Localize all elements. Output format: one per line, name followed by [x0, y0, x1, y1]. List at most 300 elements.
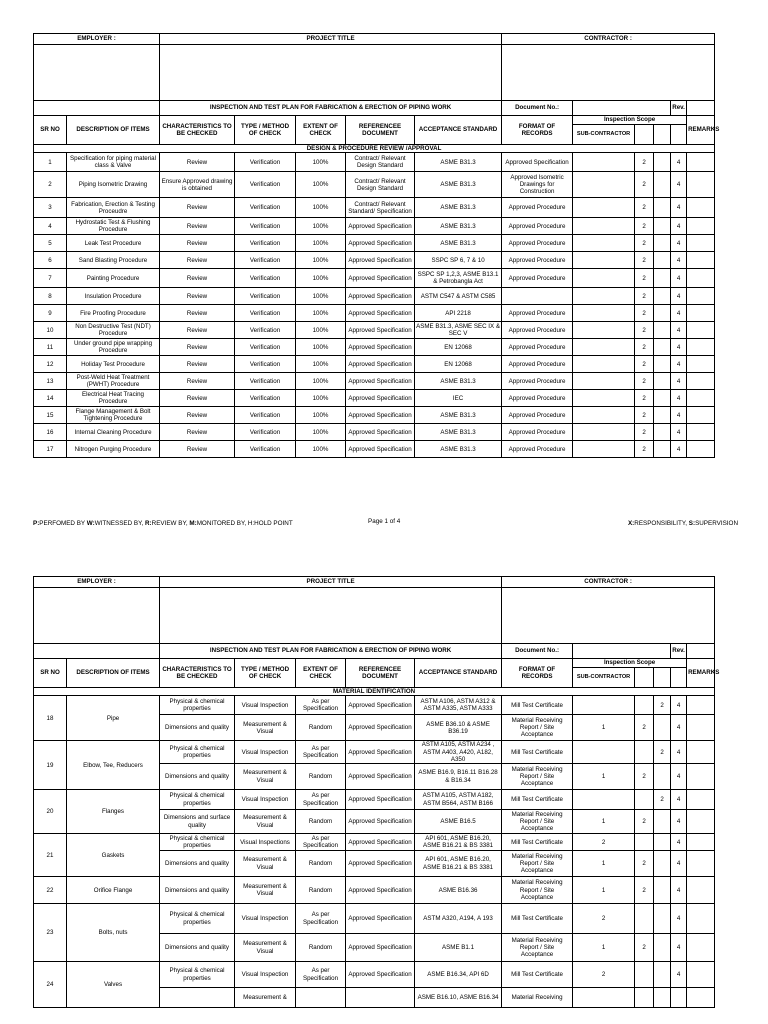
document-no-label: Document No.: — [502, 644, 573, 659]
extent-cell: As per Specification — [296, 696, 346, 715]
characteristics-cell: Dimensions and quality — [160, 877, 235, 904]
type-method-cell: Measurement & Visual — [235, 764, 296, 790]
employer-label: EMPLOYER : — [34, 34, 160, 45]
type-method-cell: Verification — [235, 373, 296, 390]
document-no-value — [573, 644, 671, 659]
remarks-cell — [687, 218, 715, 235]
scope-cell: 4 — [671, 235, 687, 252]
scope-cell: 4 — [671, 407, 687, 424]
scope-sub-contractor-cell — [573, 172, 635, 198]
table-row — [34, 441, 715, 458]
type-method-cell: Verification — [235, 424, 296, 441]
scope-sub-contractor-cell: 1 — [573, 715, 635, 741]
scope-sub-contractor-cell — [573, 198, 635, 218]
description-cell: Insulation Procedure — [67, 288, 160, 305]
scope-cell: 2 — [635, 356, 654, 373]
characteristics-cell: Review — [160, 390, 235, 407]
reference-cell: Approved Specification — [346, 373, 415, 390]
plan-title: INSPECTION AND TEST PLAN FOR FABRICATION & ERECTION OF PIPING WORK — [160, 101, 502, 116]
scope-cell — [654, 235, 671, 252]
sr-no-cell: 22 — [34, 877, 67, 904]
scope-cell: 2 — [635, 269, 654, 288]
reference-cell: Approved Specification — [346, 877, 415, 904]
remarks-cell — [687, 764, 715, 790]
table-row — [34, 741, 715, 764]
type-method-cell: Verification — [235, 172, 296, 198]
characteristics-cell: Physical & chemical properties — [160, 962, 235, 988]
contractor-box — [502, 45, 715, 101]
characteristics-cell: Review — [160, 373, 235, 390]
type-method-cell: Verification — [235, 441, 296, 458]
acceptance-cell: ASTM A105, ASTM A234 , ASTM A403, A420, A182, A350 — [415, 741, 502, 764]
extent-cell: 100% — [296, 269, 346, 288]
description-cell: Gaskets — [67, 834, 160, 877]
sr-no-cell: 2 — [34, 172, 67, 198]
remarks-cell — [687, 790, 715, 810]
characteristics-cell: Review — [160, 218, 235, 235]
reference-cell: Approved Specification — [346, 696, 415, 715]
remarks-cell — [687, 834, 715, 851]
remarks-cell — [687, 269, 715, 288]
description-cell: Valves — [67, 962, 160, 1008]
table-row — [34, 153, 715, 172]
scope-cell — [654, 252, 671, 269]
scope-cell: 4 — [671, 390, 687, 407]
scope-cell — [654, 322, 671, 339]
scope-sub-contractor-cell — [573, 218, 635, 235]
reference-cell: Approved Specification — [346, 441, 415, 458]
scope-sub-contractor-cell — [573, 269, 635, 288]
scope-sub-contractor-cell: 2 — [573, 834, 635, 851]
rev-label: Rev. — [671, 644, 687, 659]
table-row — [34, 904, 715, 934]
extent-cell: As per Specification — [296, 962, 346, 988]
characteristics-cell: Dimensions and quality — [160, 851, 235, 877]
scope-cell — [654, 153, 671, 172]
document-no-value — [573, 101, 671, 116]
type-method-cell: Visual Inspection — [235, 741, 296, 764]
scope-cell: 4 — [671, 424, 687, 441]
sr-no-cell: 3 — [34, 198, 67, 218]
reference-cell: Approved Specification — [346, 764, 415, 790]
reference-cell: Approved Specification — [346, 934, 415, 962]
type-method-cell: Verification — [235, 153, 296, 172]
characteristics-cell: Review — [160, 252, 235, 269]
table-row — [34, 373, 715, 390]
sr-no-cell: 15 — [34, 407, 67, 424]
characteristics-cell: Review — [160, 441, 235, 458]
remarks-cell — [687, 373, 715, 390]
sr-no-cell: 4 — [34, 218, 67, 235]
type-method-cell: Verification — [235, 339, 296, 356]
col-description: DESCRIPTION OF ITEMS — [67, 659, 160, 688]
remarks-cell — [687, 441, 715, 458]
format-cell: Approved Isometric Drawings for Construction — [502, 172, 573, 198]
scope-sub-contractor-cell — [573, 424, 635, 441]
reference-cell: Approved Specification — [346, 288, 415, 305]
format-cell: Mill Test Certificate — [502, 790, 573, 810]
itp-table-1 — [33, 33, 720, 458]
extent-cell: Random — [296, 934, 346, 962]
description-cell: Flange Management & Bolt Tightening Procedure — [67, 407, 160, 424]
sr-no-cell: 5 — [34, 235, 67, 252]
scope-cell: 4 — [671, 305, 687, 322]
format-cell: Approved Procedure — [502, 373, 573, 390]
scope-sub-contractor-cell — [573, 441, 635, 458]
table-row — [34, 390, 715, 407]
sr-no-cell: 9 — [34, 305, 67, 322]
description-cell: Elbow, Tee, Reducers — [67, 741, 160, 790]
reference-cell: Approved Specification — [346, 252, 415, 269]
extent-cell: 100% — [296, 252, 346, 269]
description-cell: Pipe — [67, 696, 160, 741]
scope-sub-contractor-cell — [573, 790, 635, 810]
characteristics-cell: Physical & chemical properties — [160, 696, 235, 715]
scope-sub-contractor-cell — [573, 339, 635, 356]
reference-cell: Approved Specification — [346, 962, 415, 988]
remarks-cell — [687, 741, 715, 764]
format-cell: Approved Procedure — [502, 322, 573, 339]
type-method-cell: Verification — [235, 269, 296, 288]
scope-cell — [635, 904, 654, 934]
remarks-cell — [687, 198, 715, 218]
acceptance-cell: SSPC SP 1,2,3, ASME B13.1 & Petrobangla Act — [415, 269, 502, 288]
table-row — [34, 172, 715, 198]
employer-box — [34, 588, 160, 644]
scope-cell — [654, 715, 671, 741]
scope-cell — [635, 790, 654, 810]
table-row — [34, 696, 715, 715]
scope-cell — [654, 373, 671, 390]
table-row — [34, 424, 715, 441]
characteristics-cell: Dimensions and surface quality — [160, 810, 235, 834]
format-cell: Approved Specification — [502, 153, 573, 172]
scope-cell: 2 — [635, 424, 654, 441]
extent-cell: As per Specification — [296, 741, 346, 764]
format-cell: Approved Procedure — [502, 339, 573, 356]
extent-cell: 100% — [296, 172, 346, 198]
extent-cell: 100% — [296, 153, 346, 172]
sr-no-cell: 12 — [34, 356, 67, 373]
acceptance-cell: ASTM A105, ASTM A182, ASTM B564, ASTM B166 — [415, 790, 502, 810]
description-cell: Post-Weld Heat Treatment (PWHT) Procedure — [67, 373, 160, 390]
characteristics-cell: Ensure Approved drawing is obtained — [160, 172, 235, 198]
remarks-cell — [687, 851, 715, 877]
acceptance-cell: ASTM C547 & ASTM C585 — [415, 288, 502, 305]
col-characteristics: CHARACTERISTICS TO BE CHECKED — [160, 116, 235, 145]
scope-cell: 4 — [671, 322, 687, 339]
scope-cell — [654, 934, 671, 962]
scope-cell: 2 — [635, 305, 654, 322]
rev-value — [687, 101, 715, 116]
extent-cell: 100% — [296, 218, 346, 235]
extent-cell: As per Specification — [296, 904, 346, 934]
type-method-cell: Visual Inspections — [235, 834, 296, 851]
scope-cell: 4 — [671, 288, 687, 305]
scope-cell — [635, 962, 654, 988]
scope-cell: 4 — [671, 851, 687, 877]
extent-cell: Random — [296, 764, 346, 790]
type-method-cell: Visual Inspection — [235, 696, 296, 715]
acceptance-cell: ASME B31.3 — [415, 153, 502, 172]
acceptance-cell: ASME B36.10 & ASME B36.19 — [415, 715, 502, 741]
type-method-cell: Measurement & Visual — [235, 810, 296, 834]
format-cell: Approved Procedure — [502, 390, 573, 407]
contractor-label: CONTRACTOR : — [502, 34, 715, 45]
scope-cell: 4 — [671, 790, 687, 810]
description-cell: Internal Cleaning Procedure — [67, 424, 160, 441]
itp-sheet-2 — [33, 576, 720, 1008]
col-type-method: TYPE / METHOD OF CHECK — [235, 116, 296, 145]
type-method-cell: Verification — [235, 252, 296, 269]
project-title-label: PROJECT TITLE — [160, 577, 502, 588]
sr-no-cell: 21 — [34, 834, 67, 877]
scope-cell — [654, 962, 671, 988]
format-cell: Material Receiving Report / Site Acceptance — [502, 851, 573, 877]
scope-cell — [635, 696, 654, 715]
scope-sub-contractor-cell — [573, 288, 635, 305]
scope-sub-contractor-cell — [573, 373, 635, 390]
sr-no-cell: 7 — [34, 269, 67, 288]
characteristics-cell — [160, 988, 235, 1008]
inspection-scope-label: Inspection Scope — [573, 659, 687, 668]
scope-cell — [654, 904, 671, 934]
legend-left: P:PERFOMED BY W:WITNESSED BY, R:REVIEW BY, M:MONITORED BY, H:HOLD POINT — [33, 520, 293, 527]
scope-cell: 4 — [671, 339, 687, 356]
legend-right: X:RESPONSIBILITY, S:SUPERVISION — [627, 520, 738, 527]
scope-cell: 4 — [671, 356, 687, 373]
col-characteristics: CHARACTERISTICS TO BE CHECKED — [160, 659, 235, 688]
scope-cell: 2 — [635, 441, 654, 458]
remarks-cell — [687, 356, 715, 373]
extent-cell: 100% — [296, 305, 346, 322]
scope-sub-contractor-cell: 2 — [573, 962, 635, 988]
remarks-cell — [687, 390, 715, 407]
scope-cell: 4 — [671, 877, 687, 904]
characteristics-cell: Dimensions and quality — [160, 764, 235, 790]
remarks-cell — [687, 962, 715, 988]
characteristics-cell: Review — [160, 424, 235, 441]
reference-cell: Approved Specification — [346, 407, 415, 424]
scope-cell — [654, 198, 671, 218]
scope-cell: 2 — [635, 235, 654, 252]
characteristics-cell: Review — [160, 339, 235, 356]
acceptance-cell: ASME B31.3 — [415, 407, 502, 424]
type-method-cell: Verification — [235, 390, 296, 407]
sr-no-cell: 19 — [34, 741, 67, 790]
remarks-cell — [687, 322, 715, 339]
scope-cell: 4 — [671, 218, 687, 235]
reference-cell: Approved Specification — [346, 810, 415, 834]
scope-cell — [654, 424, 671, 441]
scope-cell: 4 — [671, 696, 687, 715]
description-cell: Holiday Test Procedure — [67, 356, 160, 373]
description-cell: Fabrication, Erection & Testing Proceudre — [67, 198, 160, 218]
scope-cell: 2 — [654, 790, 671, 810]
scope-sub-contractor-cell: 1 — [573, 934, 635, 962]
acceptance-cell: API 601, ASME B16.20, ASME B16.21 & BS 3381 — [415, 834, 502, 851]
scope-cell: 4 — [671, 810, 687, 834]
scope-cell — [635, 834, 654, 851]
table-row — [34, 322, 715, 339]
scope-cell: 2 — [635, 322, 654, 339]
acceptance-cell: ASME B16.9, B16.11 B16.28 & B16.34 — [415, 764, 502, 790]
format-cell: Approved Procedure — [502, 356, 573, 373]
extent-cell: As per Specification — [296, 834, 346, 851]
scope-sub-contractor-cell — [573, 252, 635, 269]
acceptance-cell: ASME B31.3 — [415, 198, 502, 218]
scope-cell: 2 — [635, 877, 654, 904]
scope-cell: 2 — [635, 715, 654, 741]
project-title-box — [160, 45, 502, 101]
reference-cell: Approved Specification — [346, 218, 415, 235]
sr-no-cell: 6 — [34, 252, 67, 269]
remarks-cell — [687, 877, 715, 904]
scope-sub-contractor-cell — [573, 988, 635, 1008]
type-method-cell: Measurement & Visual — [235, 934, 296, 962]
scope-cell — [671, 988, 687, 1008]
acceptance-cell: ASME B31.3 — [415, 218, 502, 235]
acceptance-cell: ASME B31.3 — [415, 441, 502, 458]
acceptance-cell: ASME B31.3 — [415, 172, 502, 198]
scope-sub-contractor-cell: 2 — [573, 904, 635, 934]
characteristics-cell: Review — [160, 356, 235, 373]
extent-cell: 100% — [296, 322, 346, 339]
reference-cell: Contract/ Relevant Design Standard — [346, 172, 415, 198]
extent-cell: 100% — [296, 198, 346, 218]
scope-cell: 2 — [635, 218, 654, 235]
scope-cell: 4 — [671, 962, 687, 988]
scope-cell — [635, 988, 654, 1008]
type-method-cell: Visual Inspection — [235, 790, 296, 810]
table-row — [34, 962, 715, 988]
project-title-label: PROJECT TITLE — [160, 34, 502, 45]
document-no-label: Document No.: — [502, 101, 573, 116]
type-method-cell: Verification — [235, 407, 296, 424]
characteristics-cell: Review — [160, 322, 235, 339]
type-method-cell: Verification — [235, 305, 296, 322]
scope-cell: 4 — [671, 172, 687, 198]
extent-cell: 100% — [296, 356, 346, 373]
reference-cell: Approved Specification — [346, 235, 415, 252]
col-format: FORMAT OF RECORDS — [502, 116, 573, 145]
characteristics-cell: Review — [160, 198, 235, 218]
scope-cell: 2 — [635, 172, 654, 198]
scope-sub-contractor-cell — [573, 741, 635, 764]
table-row — [34, 877, 715, 904]
scope-cell: 2 — [635, 851, 654, 877]
scope-cell — [654, 988, 671, 1008]
col-reference: REFERENCEE DOCUMENT — [346, 116, 415, 145]
table-row — [34, 407, 715, 424]
reference-cell — [346, 988, 415, 1008]
sr-no-cell: 18 — [34, 696, 67, 741]
description-cell: Painting Procedure — [67, 269, 160, 288]
scope-sub-contractor-cell — [573, 407, 635, 424]
type-method-cell: Visual Inspection — [235, 962, 296, 988]
acceptance-cell: ASME B31.3 — [415, 235, 502, 252]
acceptance-cell: API 601, ASME B16.20, ASME B16.21 & BS 3381 — [415, 851, 502, 877]
description-cell: Piping Isometric Drawing — [67, 172, 160, 198]
description-cell: Sand Blasting Procedure — [67, 252, 160, 269]
scope-sub-contractor-cell — [573, 153, 635, 172]
format-cell: Approved Procedure — [502, 441, 573, 458]
scope-cell — [654, 834, 671, 851]
sr-no-cell: 10 — [34, 322, 67, 339]
scope-cell — [654, 339, 671, 356]
format-cell: Mill Test Certificate — [502, 834, 573, 851]
extent-cell: 100% — [296, 373, 346, 390]
reference-cell: Contract/ Relevant Design Standard — [346, 153, 415, 172]
scope-cell: 4 — [671, 834, 687, 851]
remarks-cell — [687, 904, 715, 934]
scope-sub-contractor-cell — [573, 390, 635, 407]
characteristics-cell: Physical & chemical properties — [160, 741, 235, 764]
scope-cell: 2 — [654, 696, 671, 715]
characteristics-cell: Review — [160, 269, 235, 288]
scope-sub-contractor-cell — [573, 235, 635, 252]
description-cell: Orifice Flange — [67, 877, 160, 904]
scope-cell: 2 — [635, 153, 654, 172]
scope-sub-contractor-cell — [573, 356, 635, 373]
scope-cell: 4 — [671, 934, 687, 962]
acceptance-cell: ASME B16.36 — [415, 877, 502, 904]
table-row — [34, 235, 715, 252]
remarks-cell — [687, 810, 715, 834]
scope-cell: 2 — [635, 810, 654, 834]
scope-cell: 2 — [654, 741, 671, 764]
format-cell: Approved Procedure — [502, 218, 573, 235]
table-row — [34, 218, 715, 235]
extent-cell: 100% — [296, 407, 346, 424]
remarks-cell — [687, 305, 715, 322]
remarks-cell — [687, 235, 715, 252]
scope-cell: 2 — [635, 934, 654, 962]
description-cell: Specification for piping material class & Valve — [67, 153, 160, 172]
table-row — [34, 305, 715, 322]
scope-cell — [654, 441, 671, 458]
reference-cell: Approved Specification — [346, 424, 415, 441]
col-remarks: REMARKS — [687, 659, 715, 688]
scope-sub-contractor-cell — [573, 696, 635, 715]
remarks-cell — [687, 288, 715, 305]
extent-cell: 100% — [296, 424, 346, 441]
format-cell: Material Receiving — [502, 988, 573, 1008]
scope-cell: 4 — [671, 198, 687, 218]
scope-cell — [654, 218, 671, 235]
format-cell: Material Receiving Report / Site Acceptance — [502, 715, 573, 741]
description-cell: Electrical Heat Tracing Procedure — [67, 390, 160, 407]
remarks-cell — [687, 696, 715, 715]
description-cell: Under ground pipe wrapping Procedure — [67, 339, 160, 356]
scope-cell: 2 — [635, 373, 654, 390]
reference-cell: Approved Specification — [346, 269, 415, 288]
scope-sub-contractor-cell — [573, 322, 635, 339]
acceptance-cell: ASME B16.5 — [415, 810, 502, 834]
format-cell: Material Receiving Report / Site Acceptance — [502, 934, 573, 962]
characteristics-cell: Dimensions and quality — [160, 934, 235, 962]
scope-cell: 4 — [671, 904, 687, 934]
employer-box — [34, 45, 160, 101]
scope-cell: 4 — [671, 764, 687, 790]
scope-cell: 4 — [671, 715, 687, 741]
scope-cell — [654, 356, 671, 373]
characteristics-cell: Review — [160, 235, 235, 252]
acceptance-cell: ASME B1.1 — [415, 934, 502, 962]
reference-cell: Approved Specification — [346, 834, 415, 851]
type-method-cell: Verification — [235, 288, 296, 305]
project-title-box — [160, 588, 502, 644]
